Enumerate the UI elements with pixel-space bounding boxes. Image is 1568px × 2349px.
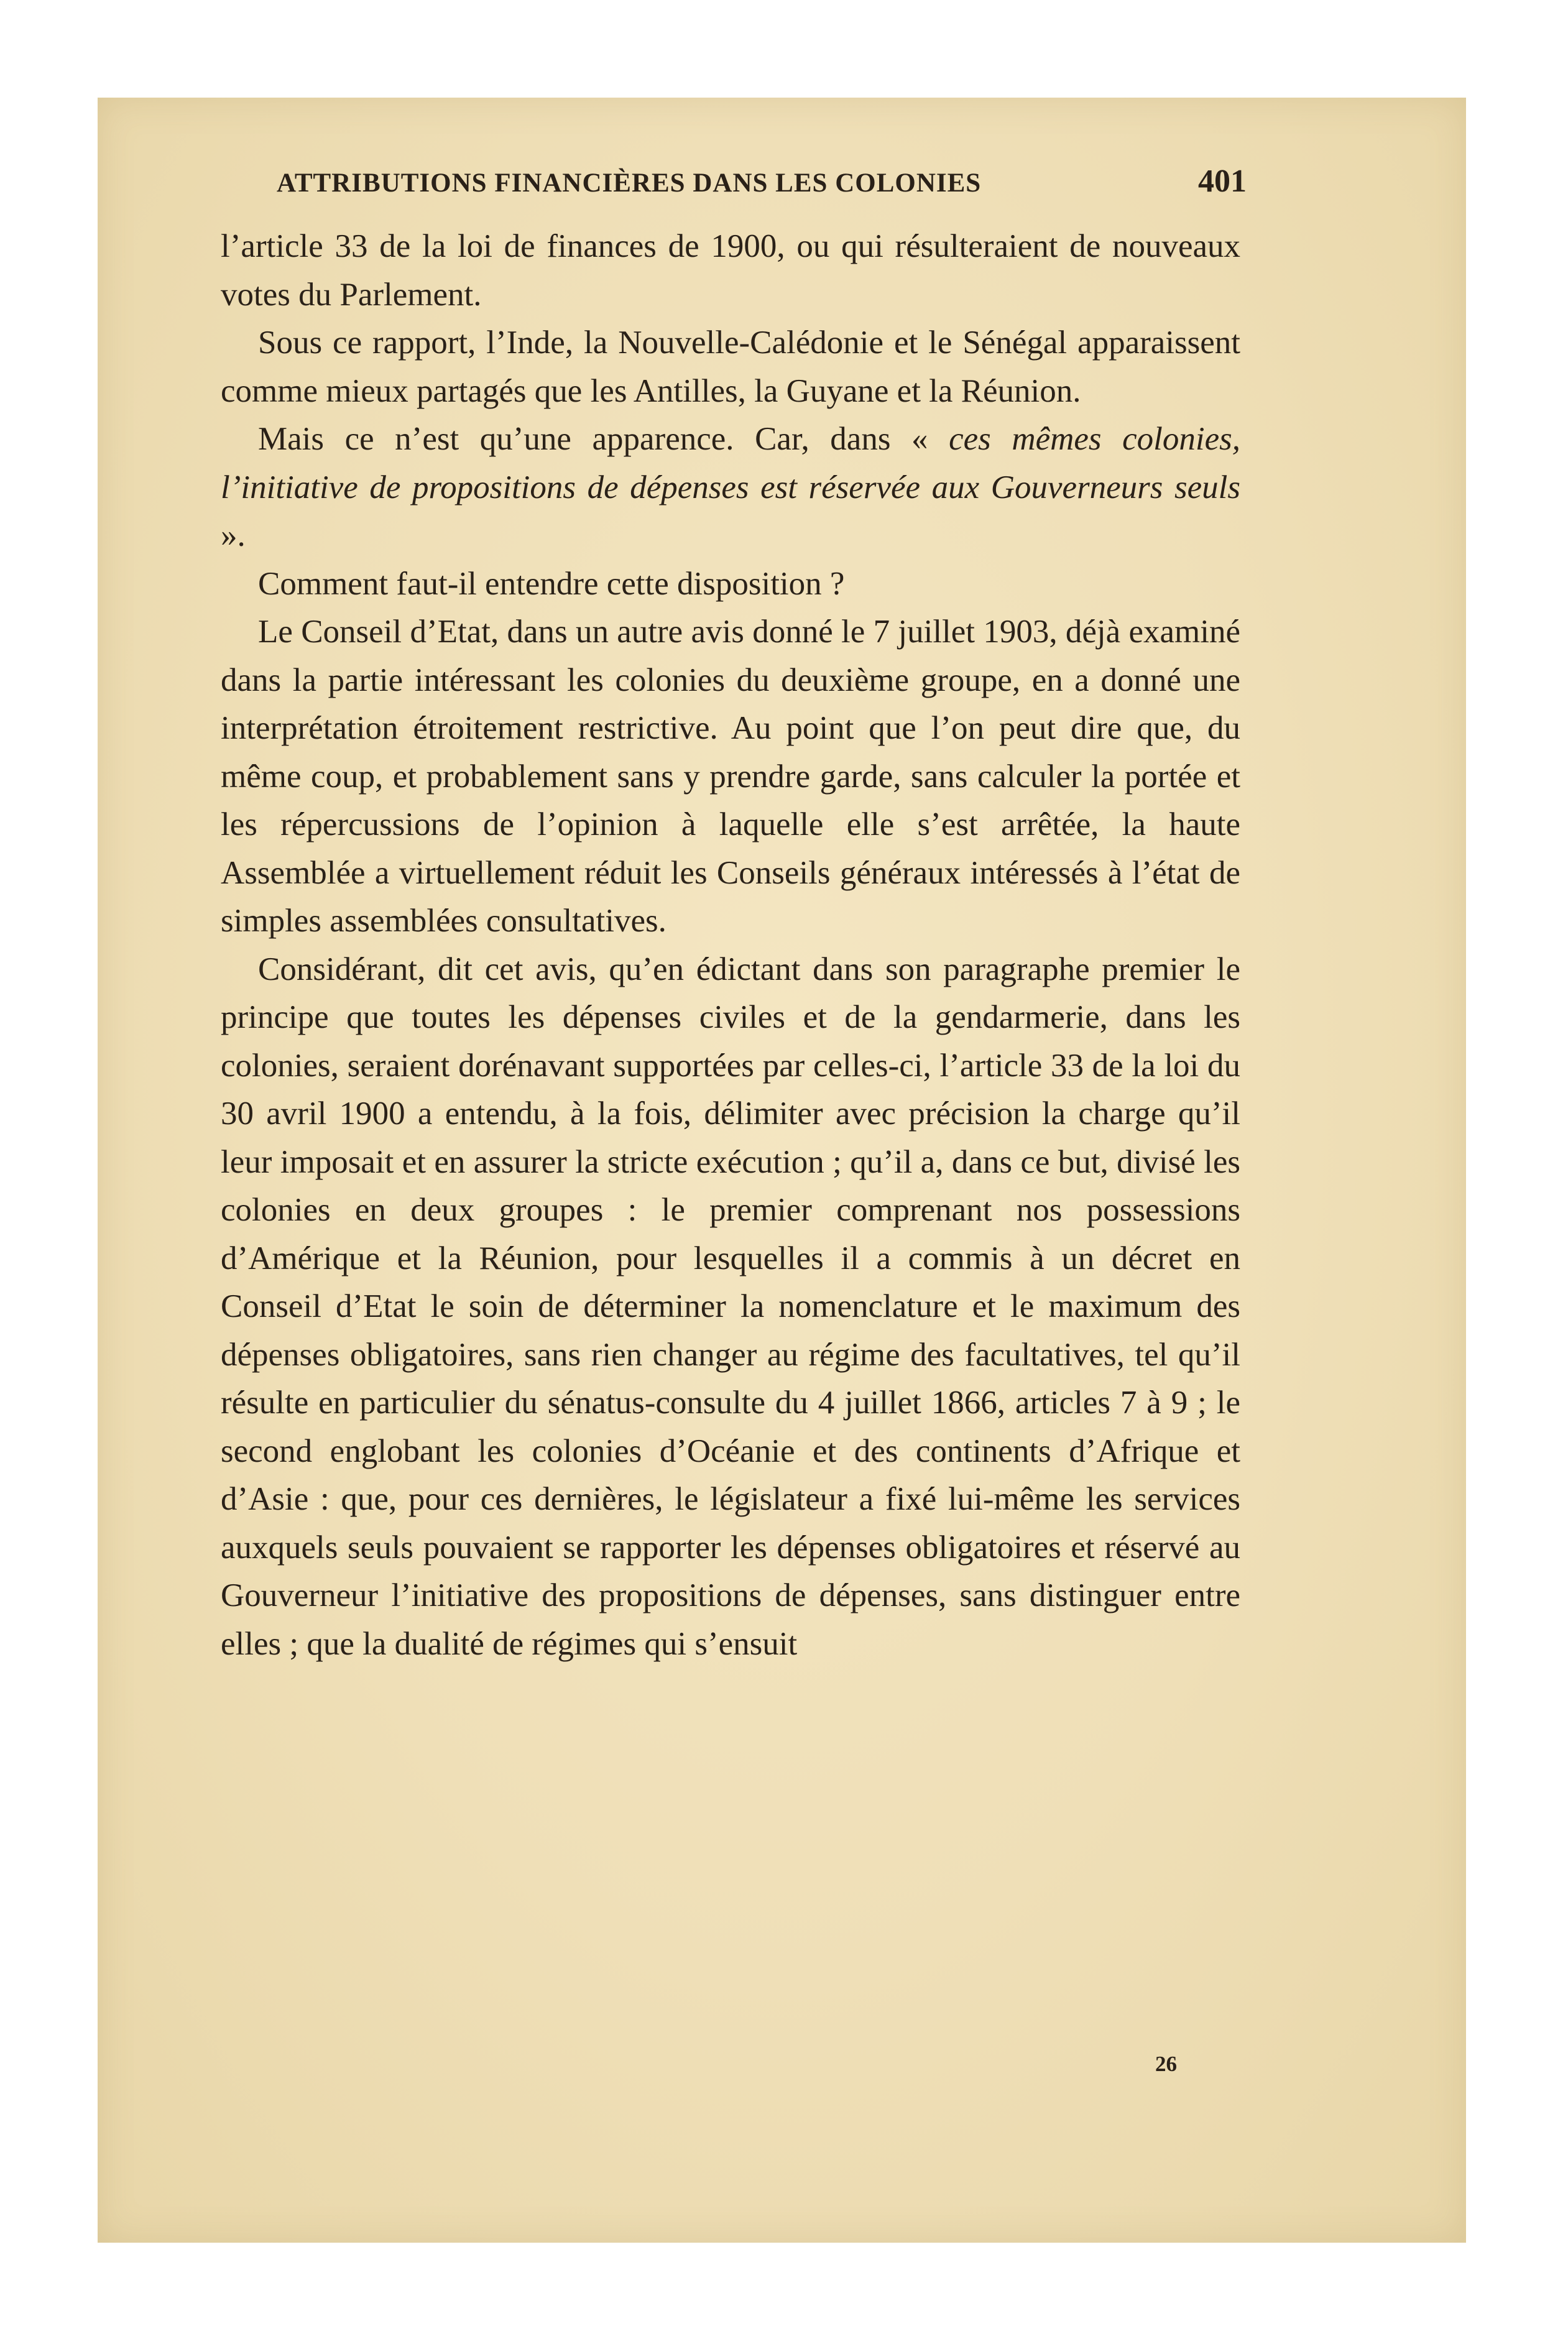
- paragraph-6: Considérant, dit cet avis, qu’en édictant dans son paragraphe premier le principe que toutes les dépenses civiles et de la gendarmerie, dans les colonies, seraient dorénavant supportées par celles-ci, l’article 33 de la loi du 30 avril 1900 a entendu, à la fois, délimiter avec précision la charge qu’il leur imposait et en assurer la stricte exécution ; qu’il a, dans ce but, divisé les colonies en deux groupes : le premier comprenant nos possessions d’Amérique et la Réunion, pour lesquelles il a commis à un décret en Conseil d’Etat le soin de déterminer la nomenclature et le maximum des dépenses obligatoires, sans rien changer au régime des facultatives, tel qu’il résulte en particulier du sénatus-consulte du 4 juillet 1866, articles 7 à 9 ; le second englobant les colonies d’Océanie et des continents d’Afrique et d’Asie : que, pour ces dernières, le législateur a fixé lui-même les services auxquels seuls pouvaient se rapporter les dépenses obligatoires et réservé au Gouverneur l’initiative des propositions de dépenses, sans distinguer entre elles ; que la dualité de régimes qui s’ensuit: [221, 951, 1240, 1662]
- paragraph-3-end: ».: [221, 517, 246, 553]
- running-title: ATTRIBUTIONS FINANCIÈRES DANS LES COLONIES: [277, 168, 982, 198]
- paragraph-5: Le Conseil d’Etat, dans un autre avis donné le 7 juillet 1903, déjà examiné dans la partie intéressant les colonies du deuxième groupe, en a donné une interprétation étroitement restrictive. Au point que l’on peut dire que, du même coup, et probablement sans y prendre garde, sans calculer la portée et les répercussions de l’opinion à laquelle elle s’est arrêtée, la haute Assemblée a virtuellement réduit les Conseils généraux intéressés à l’état de simples assemblées consultatives.: [221, 614, 1240, 939]
- signature-mark: 26: [1155, 2052, 1177, 2076]
- paragraph-2: Sous ce rapport, l’Inde, la Nouvelle-Calédonie et le Sénégal apparaissent comme mieux partagés que les Antilles, la Guyane et la Réunion.: [221, 325, 1240, 409]
- paragraph-1: l’article 33 de la loi de finances de 1900, ou qui résulteraient de nouveaux votes du Parlement.: [221, 228, 1240, 313]
- paragraph-4: Comment faut-il entendre cette disposition ?: [258, 565, 845, 602]
- page-header: [277, 163, 1247, 213]
- body-text: [221, 223, 1240, 1668]
- paragraph-3-quote: ces mêmes colonies, l’initiative de propositions de dépenses est réservée aux Gouverneurs seuls: [221, 421, 1240, 505]
- page-number: 401: [1198, 164, 1247, 199]
- paragraph-3-start: Mais ce n’est qu’une apparence. Car, dans «: [258, 421, 949, 457]
- paragraph-3: [221, 415, 1240, 560]
